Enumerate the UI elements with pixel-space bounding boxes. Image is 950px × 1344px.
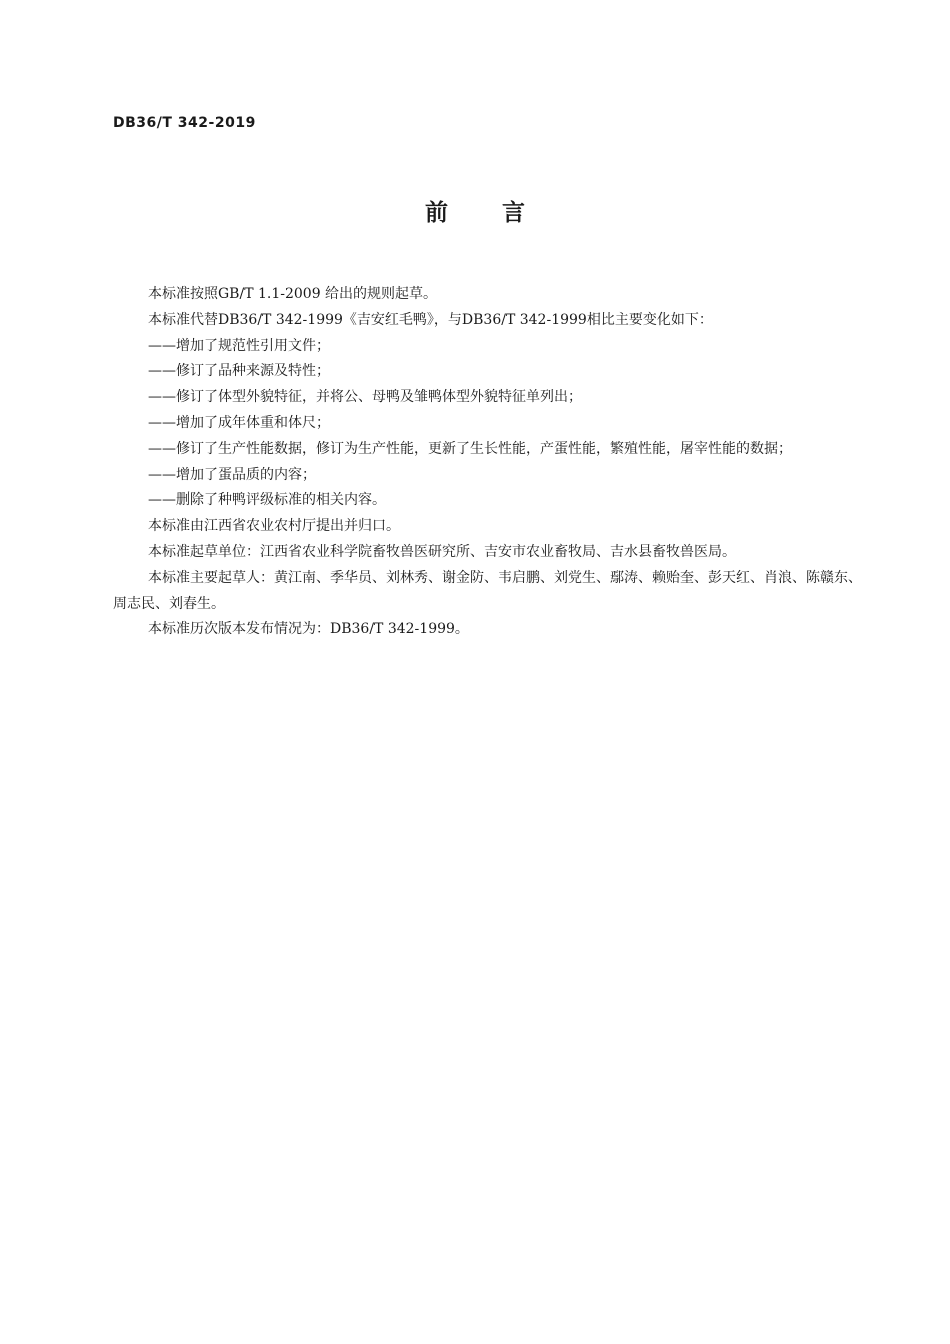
paragraph-replacement: 本标准代替DB36/T 342-1999《吉安红毛鸭》，与DB36/T 342-1999相比主要变化如下： [148, 311, 713, 328]
page-title: 前言 [425, 200, 579, 226]
standard-code: DB36/T 342-2019 [113, 115, 256, 131]
paragraph-drafting-units: 本标准起草单位：江西省农业科学院畜牧兽医研究所、吉安市农业畜牧局、吉水县畜牧兽医局。 [148, 543, 736, 560]
change-item: ——删除了种鸭评级标准的相关内容。 [148, 492, 386, 509]
change-item: ——增加了蛋品质的内容； [148, 466, 316, 483]
change-item: ——修订了生产性能数据，修订为生产性能，更新了生长性能，产蛋性能，繁殖性能，屠宰性能的数据； [148, 440, 792, 457]
change-item: ——增加了规范性引用文件； [148, 337, 330, 354]
change-item: ——修订了品种来源及特性； [148, 363, 330, 380]
paragraph-version-history: 本标准历次版本发布情况为：DB36/T 342-1999。 [148, 621, 469, 638]
change-item: ——修订了体型外貌特征，并将公、母鸭及雏鸭体型外貌特征单列出； [148, 389, 582, 406]
paragraph-drafters: 本标准主要起草人：黄江南、季华员、刘林秀、谢金防、韦启鹏、刘党生、鄢涛、赖贻奎、彭天红、肖浪、陈赣东、周志民、刘春生。 [113, 569, 862, 612]
foreword-body [113, 282, 863, 643]
change-item: ——增加了成年体重和体尺； [148, 414, 330, 431]
paragraph-drafting-rules: 本标准按照GB/T 1.1-2009 给出的规则起草。 [148, 286, 438, 302]
paragraph-proposer: 本标准由江西省农业农村厅提出并归口。 [148, 518, 400, 535]
